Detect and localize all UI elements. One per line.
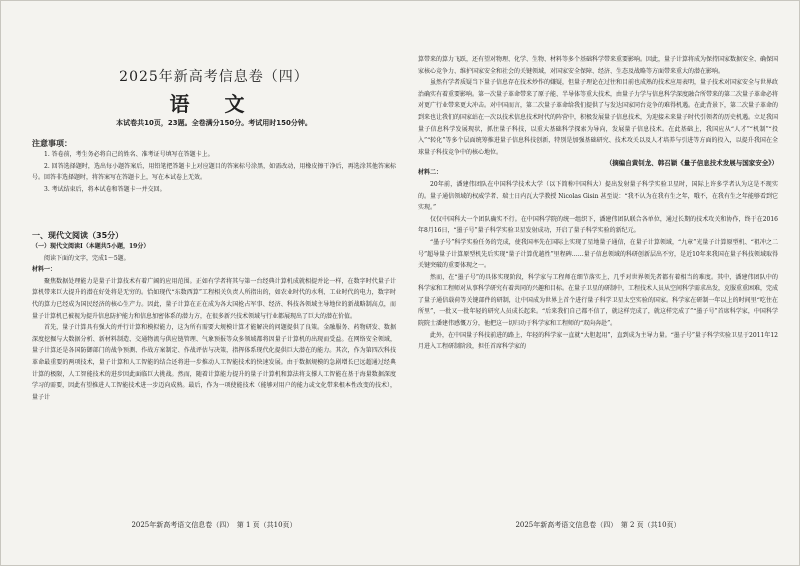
notice-3: 3. 考试结束后，将本试卷和答题卡一并交回。 bbox=[44, 185, 166, 193]
notice-section bbox=[32, 138, 396, 195]
page-footer: 2025年新高考语文信息卷（四） 第 2 页（共10页） bbox=[515, 521, 681, 529]
instruction: 阅读下面的文字，完成1～5题。 bbox=[44, 254, 130, 262]
paragraph: 然而，在“墨子号”的具体实现阶段，科学家与工程师在细节落实上，几乎对世界领先者都有着相当的难度。其中，潘建伟团队中的科学家和工程师对从事科学研究有着共同的兴趣和目标。在量子卫星的研制中，工程技术人员从空间科学需求出发，克服重重困难，完成了量子通信载荷等关键部件的研制，让中国成为世界上首个进行量子科学卫星太空实验的国家。科学家在研制一年以上的时间里“吃住在所里”，一批又一批年轻的研究人员成长起来。“后来我们自己都不信了，就这样完成了，就这样完成了”“墨子号”首席科学家，中国科学院院士潘建伟感慨万分，他把这一切归功于科学家和工程师的“双向奔赴”。 bbox=[418, 273, 779, 328]
paragraph: 聚焦数据处理能力是量子计算技术有着广阔的应用范围。正如有学者将其与第一台经典计算机成就相提并论一样，在数字时代量子计算机带来巨大提升的潜在好处将是无穷的。恰如现代“东数西算”工程相关负责人所指出的，如农业时代的水利、工业时代的电力，数字时代的算力已经成为国民经济的核心生产力。因此，量子计算在正在成为各大国抢占军事、经济、科技各领域主导地位的新战略制高点，而量子计算机已被视为提升信息防护能力和信息加密体系的潜力方，在很多新兴技术领域与行业都展现出了巨大的潜在价值。 bbox=[32, 277, 396, 320]
paragraph: “墨子号”科学实验任务的完成，使我国率先在国际上实现了星地量子通信，在量子计算领域，“九章”光量子计算原型机、“祖冲之二号”超导量子计算原型机先后实现“量子计算优越性”里程碑……量子信息领域的科研创新层出不穷，是近10年来我国在量子科技领域取得关键突破的重要体现之一。 bbox=[418, 238, 778, 270]
section-heading: 一、现代文阅读（35分） bbox=[32, 231, 124, 240]
body-text bbox=[418, 54, 778, 353]
paragraph: 此外，在中国量子科技前进的路上，年轻的科学家一直就“大胆起用”，直到成为主导力量。“墨子号”量子科学实验卫星于2011年12月进入工程研制阶段，担任首席科学家的 bbox=[418, 331, 778, 351]
page-1 bbox=[32, 0, 396, 566]
paragraph: 仅仅中国科大一个团队确实不行。在中国科学院的统一组织下，潘建伟团队联合各单位，通过长期的技术攻关和协作，终于在2016年8月16日，“墨子号”量子科学实验卫星发射成功，开启了量子科学实验的新纪元。 bbox=[418, 215, 778, 235]
material-1-label: 材料一： bbox=[32, 266, 57, 274]
source-citation: （摘编自黄钊龙、韩召颖《量子信息技术发展与国家安全》） bbox=[605, 159, 778, 168]
reading-section bbox=[32, 230, 396, 403]
page-footer: 2025年新高考语文信息卷（四） 第 1 页（共10页） bbox=[131, 521, 297, 529]
subject-title: 语 文 bbox=[169, 92, 259, 116]
exam-title: 2025年新高考信息卷（四） bbox=[119, 69, 309, 85]
exam-info: 本试卷共10页，23题。全卷满分150分。考试用时150分钟。 bbox=[116, 119, 312, 127]
paragraph: 20年前，潘建伟团队在中国科学技术大学（以下简称中国科大）提出发射量子科学实验卫星时，国际上许多学者认为这是不现实的。量子通信领域的权威学者、瑞士日内瓦大学教授 Nicolas Gisin 甚至说：“我不认为在我有生之年，哦不，在我有生之年能够看到它实现。” bbox=[418, 180, 778, 212]
paragraph: 算带来的算力飞跃，还有望对物理、化学、生物、材料等多个基础科学带来重要影响。因此，量子计算将成为保持国家数据安全、确保国家核心竞争力、维护国家安全和社会的关键领域，对国家安全保障、经济、生态及战略等方面带来重大的潜在影响。 bbox=[418, 56, 779, 75]
notice-1: 1. 答卷前，考生务必将自己的姓名、准考证号填写在答题卡上。 bbox=[44, 151, 214, 158]
page-2 bbox=[418, 0, 778, 566]
paragraph: 虽然有学者质疑当下量子信息存在技术炒作的嫌疑，但量子理论在过往和目前也成熟的技术应用表明，量子技术对国家安全与世界政治确实有着重要影响。第一次量子革命带来了原子能、半导体等重大技术，由量子力学与信息科学深度融合所带来的第二次量子革命必将对更广行业带来更大冲击。对中国而言，第二次量子革命给我们提供了与发达国家同台竞争的难得机遇。在此背景下，第二次量子革命的到来也让我们的国家站在一次以技术信息技术时代的阵营中，积极发展量子信息技术，为迎接未来量子时代引领者的历史机遇。立足我国量子信息科学发展现状，抓住量子科技，以重大基础科学探索为导向，发展量子信息技术。在此基础上，我国应从“人才”“机制”“投入”“转化”等多个层面统筹推进量子信息科技创新，特别是加强基础研究、技术攻关以及人才培养与引进等方面的投入，以提升我国在全球量子科技竞争中的核心地位。 bbox=[418, 79, 779, 156]
notice-title: 注意事项： bbox=[32, 139, 72, 148]
notice-2: 2. 回答选择题时，选出每小题答案后，用铅笔把答题卡上对应题目的答案标号涂黑，如需改动，用橡皮擦干净后，再选涂其他答案标号。回答非选择题时，将答案写在答题卡上，写在本试卷上无效。 bbox=[32, 162, 396, 182]
material-2-label: 材料二： bbox=[418, 169, 443, 177]
paragraph: 首先，量子计算具有强大的并行计算和模拟能力，这为所有需要大规模计算才能解决的问题提供了良策。金融服务、药物研发、数据深度挖掘与大数据分析、新材料制造、交通物流与供应链管理、气象预报等众多领域都将因量子计算机的出现而受益。在网络安全领域，量子计算还是各国防御部门的战争预测、作战方案制定、作战评估与决策，指挥体系现代化提供巨大潜在的能力。其次，作为第四次科技革命最重要的两项技术，量子计算和人工智能的结合还将进一步推动人工智能技术的快速发展。由于数据规模的急剧增长已远超通过经典计算的极限，人工智能技术的进步因此面临巨大挑战。然而，随着计算能力提升的量子计算机和算法将支撑人工智能在基于海量数据深度学习的需要，因此有望推进人工智能技术进一步迈向成熟。最后，作为一项使能技术（能够对用户的能力或文化带来根本性改变的技术），量子计 bbox=[32, 324, 396, 401]
subsection-heading: （一）现代文阅读Ⅰ（本题共5小题，19分） bbox=[32, 243, 150, 250]
